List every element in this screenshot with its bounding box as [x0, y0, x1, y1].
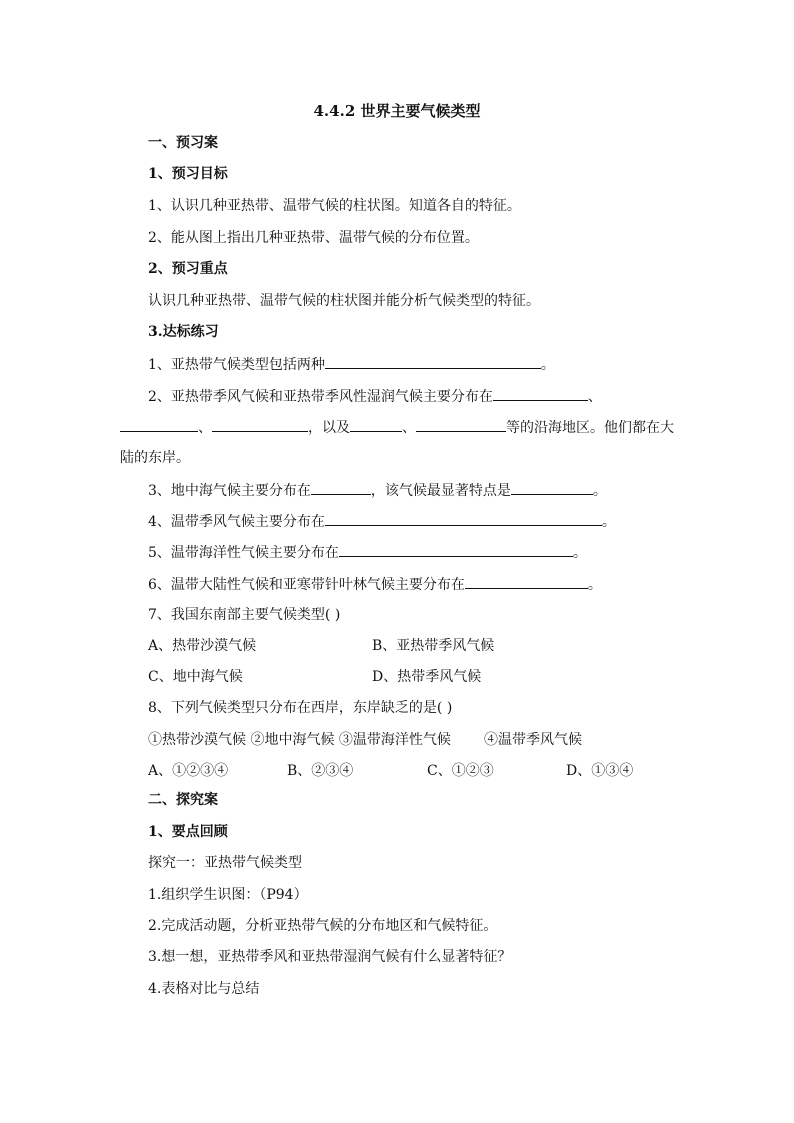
answer-blank-2b[interactable] [120, 417, 198, 432]
page-title: 4.4.2 世界主要气候类型 [313, 102, 481, 120]
question-2-end: 陆的东岸。 [120, 450, 190, 466]
answer-blank-4[interactable] [325, 511, 602, 526]
subheading-preview-goal: 1、预习目标 [148, 166, 228, 182]
question-2-mid: ，以及 [308, 420, 350, 436]
question-5-end: 。 [572, 545, 587, 561]
question-5-text: 5、温带海洋性气候主要分布在 [148, 545, 339, 561]
question-4-text: 4、温带季风气候主要分布在 [148, 514, 325, 530]
question-3 [148, 480, 607, 501]
question-7-option-d[interactable]: D、热带季风气候 [372, 669, 482, 685]
question-1 [148, 354, 555, 375]
answer-blank-3b[interactable] [511, 480, 593, 495]
question-7: 7、我国东南部主要气候类型( ) [148, 607, 341, 623]
question-6 [148, 574, 602, 595]
question-6-text: 6、温带大陆性气候和亚寒带针叶林气候主要分布在 [148, 577, 465, 593]
question-4 [148, 511, 616, 532]
answer-blank-2c[interactable] [212, 417, 308, 432]
question-2-line-2 [120, 417, 674, 438]
question-2-text: 2、亚热带季风气候和亚热带季风性湿润气候主要分布在 [148, 389, 493, 405]
question-1-text: 1、亚热带气候类型包括两种 [148, 357, 325, 373]
question-7-option-c[interactable]: C、地中海气候 [148, 669, 243, 685]
separator: 、 [402, 420, 416, 436]
answer-blank-6[interactable] [465, 574, 588, 589]
subheading-practice: 3.达标练习 [148, 324, 219, 340]
goal-item-2: 2、能从图上指出几种亚热带、温带气候的分布位置。 [148, 230, 479, 246]
question-8-option-a[interactable]: A、①②③④ [148, 763, 229, 779]
question-6-end: 。 [587, 577, 602, 593]
question-8-option-b[interactable]: B、②③④ [287, 763, 354, 779]
answer-blank-2d[interactable] [350, 417, 402, 432]
explore-step-2: 2.完成活动题，分析亚热带气候的分布地区和气候特征。 [148, 918, 498, 934]
question-3-text: 3、地中海气候主要分布在 [148, 483, 311, 499]
section-heading-preview: 一、预习案 [148, 135, 218, 151]
answer-blank-2e[interactable] [416, 417, 506, 432]
question-3-end: 。 [592, 483, 607, 499]
key-point-text: 认识几种亚热带、温带气候的柱状图并能分析气候类型的特征。 [148, 293, 540, 309]
subheading-preview-key: 2、预习重点 [148, 261, 228, 277]
answer-blank-5[interactable] [339, 542, 573, 557]
question-5 [148, 542, 587, 563]
answer-blank-1[interactable] [325, 354, 541, 369]
separator: 、 [198, 420, 212, 436]
question-8-items: ①热带沙漠气候 ②地中海气候 ③温带海洋性气候 [148, 732, 451, 748]
question-2-post: 等的沿海地区。他们都在大 [506, 420, 674, 436]
question-7-option-b[interactable]: B、亚热带季风气候 [372, 638, 495, 654]
explore-step-4: 4.表格对比与总结 [148, 981, 260, 997]
question-8-option-c[interactable]: C、①②③ [427, 763, 494, 779]
question-2 [148, 386, 602, 407]
question-8-option-d[interactable]: D、①③④ [566, 763, 634, 779]
goal-item-1: 1、认识几种亚热带、温带气候的柱状图。知道各自的特征。 [148, 198, 521, 214]
question-8: 8、下列气候类型只分布在西岸，东岸缺乏的是( ) [148, 700, 453, 716]
question-7-option-a[interactable]: A、热带沙漠气候 [148, 638, 257, 654]
section-heading-explore: 二、探究案 [148, 792, 218, 808]
question-8-item-4: ④温带季风气候 [484, 732, 582, 748]
answer-blank-2a[interactable] [493, 386, 588, 401]
subheading-review: 1、要点回顾 [148, 824, 228, 840]
explore-topic-1: 探究一：亚热带气候类型 [148, 855, 302, 871]
separator: 、 [587, 389, 602, 405]
question-3-mid: ，该气候最显著特点是 [370, 483, 511, 499]
explore-step-1: 1.组织学生识图：（P94） [148, 887, 308, 903]
explore-step-3: 3.想一想，亚热带季风和亚热带湿润气候有什么显著特征？ [148, 949, 512, 965]
question-1-end: 。 [540, 357, 555, 373]
question-4-end: 。 [601, 514, 616, 530]
answer-blank-3a[interactable] [311, 480, 371, 495]
